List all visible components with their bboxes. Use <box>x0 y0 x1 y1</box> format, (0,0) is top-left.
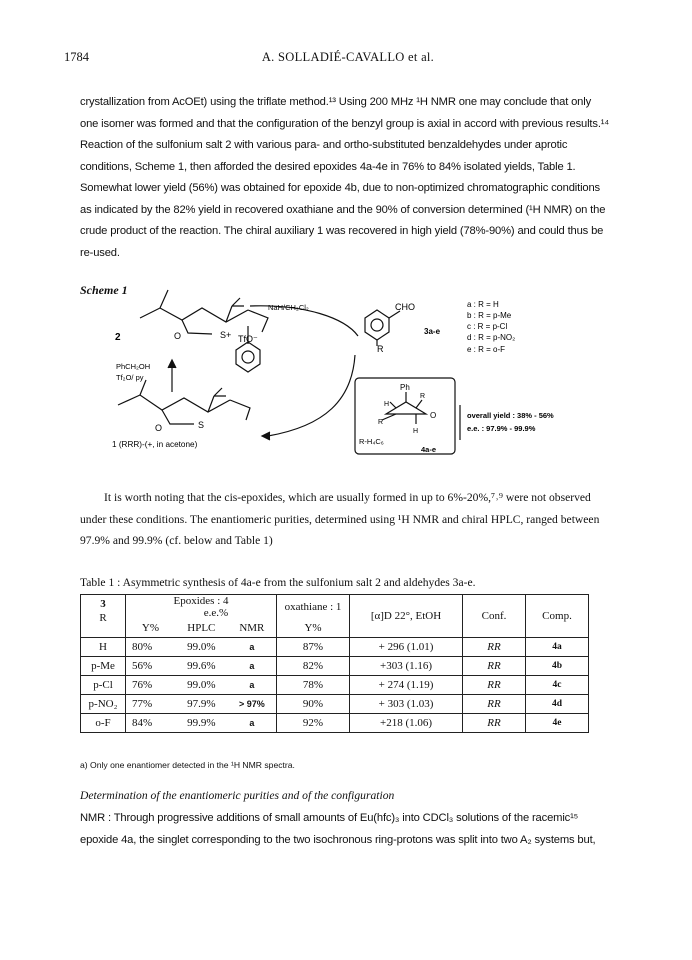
table-cell-conf: RR <box>463 676 526 695</box>
table-cell-oy: 90% <box>277 695 350 714</box>
section-title: Determination of the enantiomeric purities and of the configuration <box>80 789 395 802</box>
prep-reagent-1: PhCH₂OH <box>116 362 151 371</box>
header-y: Y% <box>126 619 175 638</box>
triflate-label: TfO⁻ <box>238 334 258 344</box>
sulfonium-O: O <box>174 331 182 341</box>
table-row <box>81 657 589 676</box>
reagent-label: NaH/CH₂Cl₂ <box>268 303 309 312</box>
epoxide-ph: Ph <box>400 383 410 392</box>
table-cell-y: 77% <box>126 695 175 714</box>
table-cell-rot: +303 (1.16) <box>350 657 463 676</box>
table-cell-r: p-NO₂ <box>81 695 126 714</box>
header-hplc: HPLC <box>175 619 228 638</box>
compound-2-label: 2 <box>115 332 121 343</box>
text-line: epoxide 4a, the singlet corresponding to the two isochronous ring-protons was split into two A₂ systems but, <box>80 833 596 846</box>
text-line: Somewhat lower yield (56%) was obtained for epoxide 4b, due to non-optimized chromatographic conditions <box>80 182 600 194</box>
oxathiane-chair-top <box>140 308 248 322</box>
table-cell-r: p-Cl <box>81 676 126 695</box>
epoxide-o: O <box>430 411 437 420</box>
running-head-authors: A. SOLLADIÉ-CAVALLO et al. <box>261 50 435 64</box>
table-cell-conf: RR <box>463 714 526 733</box>
table-row <box>81 695 589 714</box>
table-cell-oy: 78% <box>277 676 350 695</box>
table-cell-comp: 4c <box>526 676 589 695</box>
table-cell-y: 80% <box>126 638 175 657</box>
substituent-a: a : R = H <box>467 300 499 309</box>
header-oxathiane: oxathiane : 1 <box>277 595 350 620</box>
results-table <box>80 594 589 733</box>
oxathiane-S: S <box>198 420 205 430</box>
benzene-ring-3 <box>365 310 389 340</box>
table-cell-y: 84% <box>126 714 175 733</box>
epoxide-aryl: R-H₄C₆ <box>359 437 384 446</box>
compound-1-label: 1 (RRR)-(+, in acetone) <box>112 440 198 449</box>
header-r: R <box>99 612 107 624</box>
page-number: 1784 <box>64 50 89 64</box>
epoxide-h2: H <box>413 428 419 435</box>
table-cell-comp: 4d <box>526 695 589 714</box>
overall-yield: overall yield : 38% - 56% <box>467 411 554 420</box>
table-cell-conf: RR <box>463 657 526 676</box>
table-cell-conf: RR <box>463 638 526 657</box>
text-line: under these conditions. The enantiomeric purities, determined using ¹H NMR and chiral HPLC, ranged between <box>80 512 600 526</box>
header-ee: e.e.% <box>203 607 229 619</box>
header-nmr: NMR <box>228 619 277 638</box>
header-epoxides-label: Epoxides : 4 <box>173 595 229 607</box>
ee-paragraph <box>80 487 628 552</box>
table-cell-hplc: 97.9% <box>175 695 228 714</box>
prep-reagent-2: Tf₂O/ py <box>116 373 144 382</box>
header-rotation: [α]D 22°, EtOH <box>350 595 463 638</box>
table-cell-r: H <box>81 638 126 657</box>
table-cell-rot: + 296 (1.01) <box>350 638 463 657</box>
substituent-c: c : R = p-Cl <box>467 322 508 331</box>
table-cell-oy: 87% <box>277 638 350 657</box>
table-cell-nmr: a <box>228 676 277 695</box>
text-line: NMR : Through progressive additions of small amounts of Eu(hfc)₃ into CDCl₃ solutions of the racemic¹⁵ <box>80 812 579 824</box>
table-cell-comp: 4a <box>526 638 589 657</box>
text-line: 97.9% and 99.9% (cf. below and Table 1) <box>80 534 273 547</box>
table-cell-r: p-Me <box>81 657 126 676</box>
header-aldehyde <box>81 595 126 638</box>
epoxide-r1: R <box>420 393 426 400</box>
table-cell-y: 56% <box>126 657 175 676</box>
text-line: one isomer was formed and that the configuration of the benzyl group is axial in accord with previous results.¹⁴ <box>80 117 610 130</box>
header-epoxides <box>126 595 277 620</box>
table-cell-nmr: a <box>228 714 277 733</box>
table-body <box>81 638 589 733</box>
cho-label: CHO <box>395 302 415 312</box>
table-cell-hplc: 99.6% <box>175 657 228 676</box>
epoxide-r2: R <box>378 419 384 426</box>
table-cell-nmr: a <box>228 638 277 657</box>
epoxide-label: 4a-e <box>421 445 437 454</box>
aryl-r-label: R <box>377 344 384 354</box>
sulfonium-charge: S+ <box>220 330 232 340</box>
text-line: It is worth noting that the cis-epoxides, which are usually formed in up to 6%-20%,⁷˒⁹ were not observed <box>104 491 591 504</box>
table-cell-r: o-F <box>81 714 126 733</box>
header-conf: Conf. <box>463 595 526 638</box>
substituent-b: b : R = p-Me <box>467 311 512 320</box>
table-footnote: a) Only one enantiomer detected in the ¹H NMR spectra. <box>80 760 295 770</box>
oxathiane-O: O <box>155 423 163 433</box>
table-cell-oy: 82% <box>277 657 350 676</box>
table-header-row <box>81 595 589 620</box>
table-cell-hplc: 99.9% <box>175 714 228 733</box>
aldehyde-label: 3a-e <box>424 327 441 336</box>
text-line: Reaction of the sulfonium salt 2 with various para- and ortho-substituted benzaldehydes under aprotic <box>80 139 568 151</box>
table-caption: Table 1 : Asymmetric synthesis of 4a-e from the sulfonium salt 2 and aldehydes 3a-e. <box>80 576 476 589</box>
table-cell-comp: 4e <box>526 714 589 733</box>
table-cell-conf: RR <box>463 695 526 714</box>
header-oxathiane-y: Y% <box>277 619 350 638</box>
text-line: crystallization from AcOEt) using the triflate method.¹³ Using 200 MHz ¹H NMR one may conclude that only <box>80 96 592 108</box>
table-cell-rot: + 303 (1.03) <box>350 695 463 714</box>
table-cell-hplc: 99.0% <box>175 638 228 657</box>
table-row <box>81 714 589 733</box>
table-cell-y: 76% <box>126 676 175 695</box>
substituent-e: e : R = o-F <box>467 345 506 354</box>
text-line: crude product of the reaction. The chiral auxiliary 1 was recovered in high yield (78%-90%) and could thus be <box>80 225 604 237</box>
section-paragraph <box>80 808 628 851</box>
table-cell-oy: 92% <box>277 714 350 733</box>
table-cell-nmr: a <box>228 657 277 676</box>
table-row <box>81 676 589 695</box>
header-3: 3 <box>100 598 106 610</box>
substituent-d: d : R = p-NO₂ <box>467 333 516 342</box>
table-cell-comp: 4b <box>526 657 589 676</box>
table-cell-rot: +218 (1.06) <box>350 714 463 733</box>
table-row <box>81 638 589 657</box>
header-comp: Comp. <box>526 595 589 638</box>
benzene-ring-2 <box>236 342 260 372</box>
ee-range: e.e. : 97.9% - 99.9% <box>467 424 536 433</box>
text-line: re-used. <box>80 246 120 259</box>
table-cell-hplc: 99.0% <box>175 676 228 695</box>
table-cell-rot: + 274 (1.19) <box>350 676 463 695</box>
epoxide-h1: H <box>384 401 390 408</box>
text-line: as indicated by the 82% yield in recovered oxathiane and the 90% of conversion determined (¹H NMR) on the <box>80 203 606 216</box>
text-line: conditions, Scheme 1, then afforded the desired epoxides 4a-4e in 76% to 84% isolated yields, Table 1. <box>80 160 576 173</box>
scheme-title: Scheme 1 <box>80 283 128 297</box>
table-cell-nmr: > 97% <box>228 695 277 714</box>
